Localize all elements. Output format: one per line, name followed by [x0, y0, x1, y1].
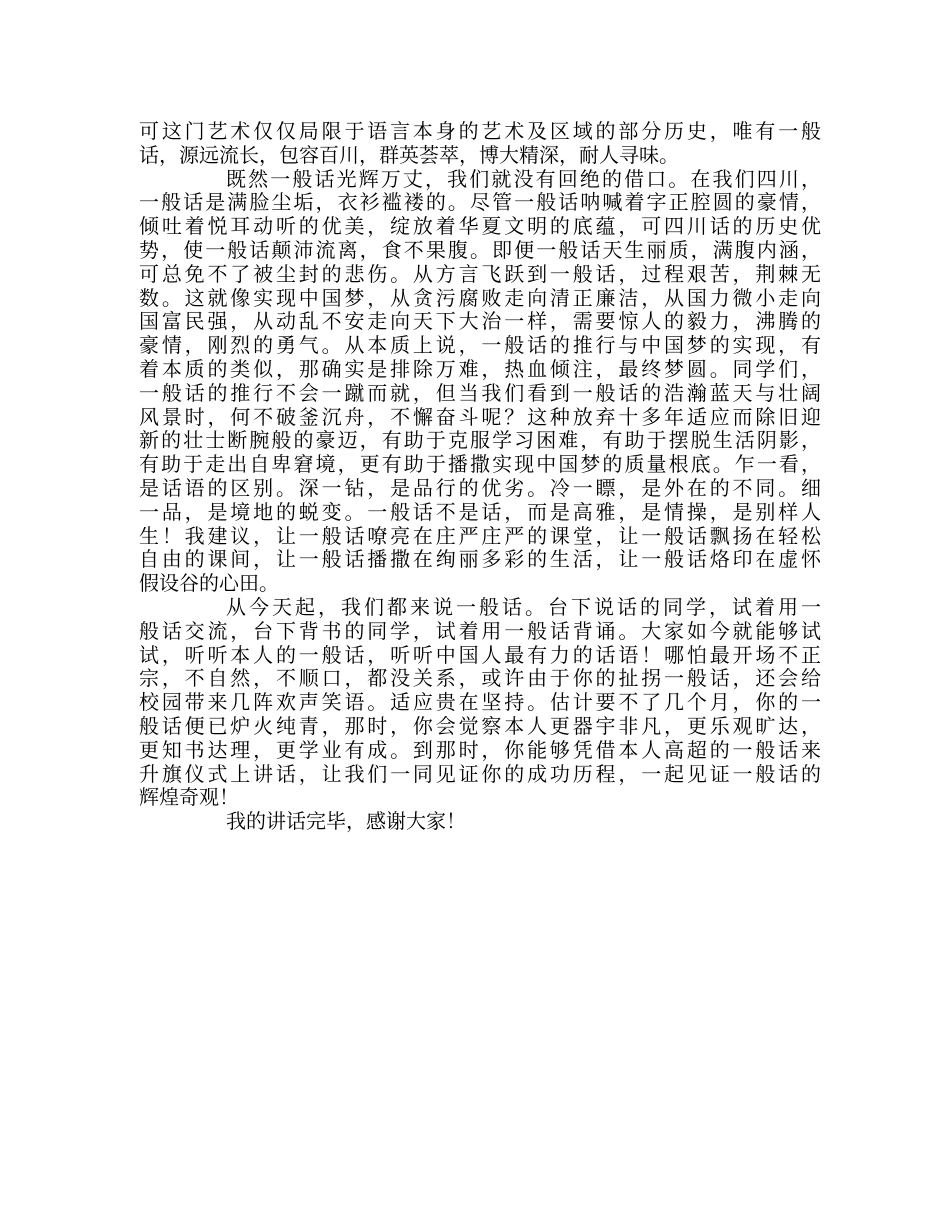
text-line: 可这门艺术仅仅局限于语言本身的艺术及区域的部分历史，唯有一般 — [139, 119, 821, 143]
text-line: 可总免不了被尘封的悲伤。从方言飞跃到一般话，过程艰苦，荆棘无 — [139, 261, 821, 286]
text-line: 试，听听本人的一般话，听听中国人最有力的话语！哪怕最开场不正 — [139, 642, 821, 667]
text-line: 更知书达理，更学业有成。到那时，你能够凭借本人高超的一般话来 — [139, 737, 821, 762]
text-line: 有助于走出自卑窘境，更有助于播撒实现中国梦的质量根底。乍一看， — [139, 452, 821, 477]
text-line: 风景时，何不破釜沉舟，不懈奋斗呢？这种放弃十多年适应而除旧迎 — [139, 404, 821, 429]
text-line: 升旗仪式上讲话，让我们一同见证你的成功历程，一起见证一般话的 — [139, 761, 821, 786]
text-line: 话，源远流长，包容百川，群英荟萃，博大精深，耐人寻味。 — [139, 142, 679, 167]
text-line: 国富民强，从动乱不安走向天下大治一样，需要惊人的毅力，沸腾的 — [139, 309, 821, 334]
document-body — [139, 120, 821, 834]
text-line: 从今天起，我们都来说一般话。台下说话的同学，试着用一 — [226, 594, 821, 619]
text-line: 辉煌奇观！ — [139, 785, 239, 810]
text-line: 般话交流，台下背书的同学，试着用一般话背诵。大家如今就能够试 — [139, 618, 821, 643]
paragraph-4 — [139, 810, 821, 834]
text-line: 既然一般话光辉万丈，我们就没有回绝的借口。在我们四川， — [226, 166, 821, 191]
text-line: 校园带来几阵欢声笑语。适应贵在坚持。估计要不了几个月，你的一 — [139, 690, 821, 715]
text-line: 般话便已炉火纯青，那时，你会觉察本人更器宇非凡，更乐观旷达， — [139, 713, 821, 738]
text-line: 着本质的类似，那确实是排除万难，热血倾注，最终梦圆。同学们， — [139, 356, 821, 381]
text-line: 豪情，刚烈的勇气。从本质上说，一般话的推行与中国梦的实现，有 — [139, 333, 821, 358]
text-line: 我的讲话完毕，感谢大家！ — [226, 809, 466, 834]
text-line: 假设谷的心田。 — [139, 571, 279, 596]
text-line: 自由的课间，让一般话播撒在绚丽多彩的生活，让一般话烙印在虚怀 — [139, 547, 821, 572]
paragraph-1 — [139, 120, 821, 168]
text-line: 生！我建议，让一般话嘹亮在庄严庄严的课堂，让一般话飘扬在轻松 — [139, 523, 821, 548]
paragraph-3 — [139, 596, 821, 810]
text-line: 一般话是满脸尘垢，衣衫褴褛的。尽管一般话呐喊着字正腔圆的豪情， — [139, 190, 821, 215]
text-line: 宗，不自然，不顺口，都没关系，或许由于你的扯拐一般话，还会给 — [139, 666, 821, 691]
text-line: 一般话的推行不会一蹴而就，但当我们看到一般话的浩瀚蓝天与壮阔 — [139, 380, 821, 405]
text-line: 一品，是境地的蜕变。一般话不是话，而是高雅，是情操，是别样人 — [139, 499, 821, 524]
text-line: 新的壮士断腕般的豪迈，有助于克服学习困难，有助于摆脱生活阴影， — [139, 428, 821, 453]
text-line: 数。这就像实现中国梦，从贪污腐败走向清正廉洁，从国力微小走向 — [139, 285, 821, 310]
text-line: 倾吐着悦耳动听的优美，绽放着华夏文明的底蕴，可四川话的历史优 — [139, 214, 821, 239]
text-line: 是话语的区别。深一钻，是品行的优劣。冷一瞟，是外在的不同。细 — [139, 475, 821, 500]
paragraph-2 — [139, 168, 821, 596]
text-line: 势，使一般话颠沛流离，食不果腹。即便一般话天生丽质，满腹内涵， — [139, 237, 821, 262]
